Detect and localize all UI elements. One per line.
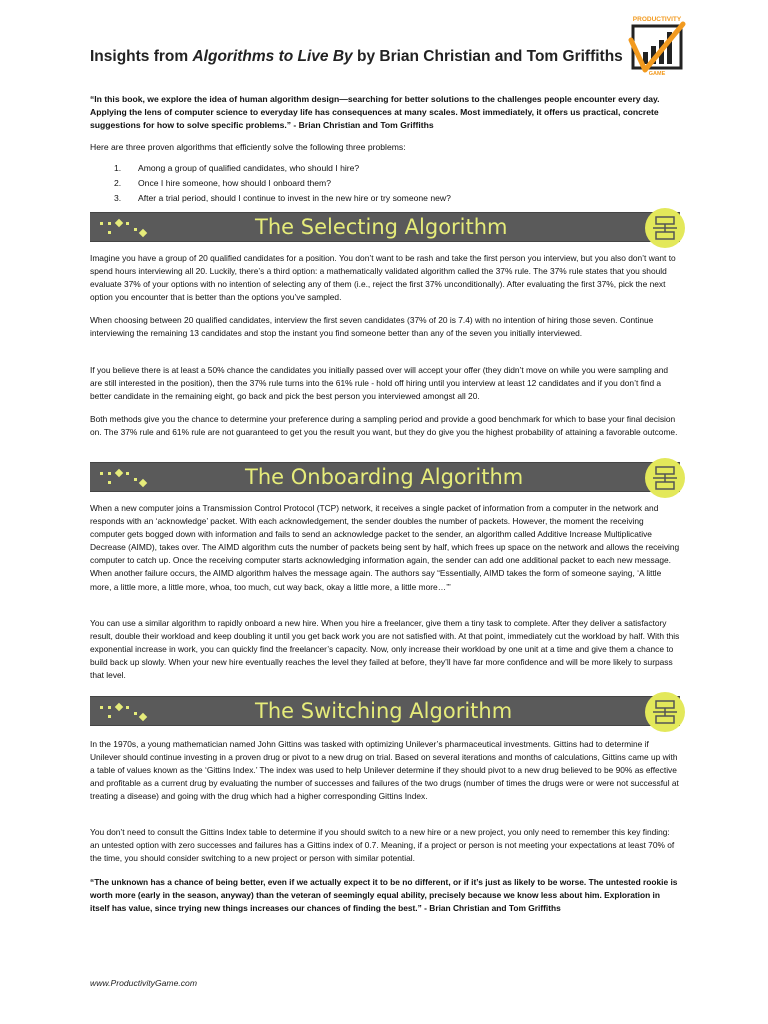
decorative-dots-icon (96, 702, 156, 722)
selecting-paragraph-3: If you believe there is at least a 50% chance the candidates you initially passed over will accept your offer (they didn’t move on while you were sampling and are still interested in the position), then the 37% rule turns into the 61% rule - hold off hiring until you interview at least 12 candidates and if you don’t find a better candidate in the remaining eight, go back and pick the best person you interviewed amongst all 20. (90, 365, 669, 402)
problem-list (114, 162, 451, 207)
svg-text:GAME: GAME (648, 71, 666, 76)
section-title: The Switching Algorithm (255, 699, 513, 723)
book-title: Algorithms to Live By (192, 48, 353, 65)
intro-lead: Here are three proven algorithms that efficiently solve the following three problems: (90, 142, 406, 152)
intro-quote: “In this book, we explore the idea of human algorithm design—searching for better solutions to the challenges people encounter every day. Applying the lens of computer science to everyday life has consequences at many scales. Most immediately, it offers us practical, concrete suggestions for how to solve specific problems.” - Brian Christian and Tom Griffiths (90, 94, 660, 130)
decorative-dots-icon (96, 218, 156, 238)
footer-url: www.ProductivityGame.com (90, 978, 197, 988)
switching-paragraph-1: In the 1970s, a young mathematician named John Gittins was tasked with optimizing Unilever’s pharmaceutical investments. Gittins had to determine if Unilever should continue investing in a proven drug or pivot to a new drug on trial. Based on several iterations and months of calculations, Gittins came up with a table of values known as the ‘Gittins Index.’ The index was used to help Unilever determine if they should pivot to a new drug believed to be 90% as effective and profitable as a current drug by evaluating the number of successes and failures of the two drugs (number of times the drugs were or were not successful at treating a disease) and going with the drug which had a higher corresponding Gittins Index. (90, 739, 679, 802)
selecting-paragraph-1: Imagine you have a group of 20 qualified candidates for a position. You don’t want to be rash and take the first person you interview, but you also don’t want to spend hours interviewing all 20. Luckily, there’s a third option: a mathematically validated algorithm called the 37% rule. The 37% rule states that you should evaluate 37% of your options with no intention of selecting any of them (i.e., reject the first 37% unconditionally). After evaluating the first 37%, pick the next option you encounter that is better than the options you’ve sampled. (90, 253, 676, 303)
section-banner-switching (90, 696, 680, 726)
selecting-paragraph-4: Both methods give you the chance to determine your preference during a sampling period and provide a good benchmark for which to base your final decision on. The 37% rule and 61% rule are not guaranteed to get you the result you want, but they do give you the highest probability of attaining a favorable outcome. (90, 414, 678, 438)
page-title: Insights from Algorithms to Live By by Brian Christian and Tom Griffiths (90, 48, 623, 65)
section-badge-icon (644, 457, 686, 499)
onboarding-paragraph-2: You can use a similar algorithm to rapidly onboard a new hire. When you hire a freelancer, give them a tiny task to complete. After they deliver a satisfactory result, double their workload and keep doubling it until you get back work you are not satisfied with. At that point, immediately cut the workload by half. With this exponential increase in work, you can quickly find the freelancer’s capacity. Now, only increase their workload by one unit at a time and give them a chance to build back up slowly. When your new hire eventually reaches the level they failed at before, they’ll have far more confidence and will be more likely to surpass that level. (90, 618, 680, 681)
selecting-paragraph-2: When choosing between 20 qualified candidates, interview the first seven candidates (37% of 20 is 7.4) with no intention of hiring those seven. Continue interviewing the remaining 13 candidates and stop the instant you find someone better than any of the seven you initially interviewed. (90, 315, 654, 339)
section-badge-icon (644, 207, 686, 249)
list-item: 3. After a trial period, should I continue to invest in the new hire or try someone new? (114, 193, 451, 203)
decorative-dots-icon (96, 468, 156, 488)
list-item: 1. Among a group of qualified candidates, who should I hire? (114, 163, 360, 173)
productivity-game-logo (627, 14, 687, 76)
svg-text:PRODUCTIVITY: PRODUCTIVITY (632, 16, 682, 23)
onboarding-paragraph-1: When a new computer joins a Transmission Control Protocol (TCP) network, it receives a single packet of information from a computer in the network and responds with an ‘acknowledge’ packet. With each acknowledgement, the sender doubles the number of packets. However, the moment the receiving computer gets bogged down with information and fails to send an acknowledge packet to the sender, an algorithm called Additive Increase Multiplicative Decrease (AIMD), takes over. The AIMD algorithm cuts the number of packets being sent by half, which frees up space on the network and allows the receiving computer to catch up. Once the receiving computer starts acknowledging information again, the sender can add one additional packet to each new message. When another failure occurs, the AIMD algorithm halves the message again. The authors say “Essentially, AIMD takes the form of someone saying, ‘A little more, a little more, a little more, whoa, too much, cut way back, okay a little more, a little more…’” (90, 503, 680, 592)
section-banner-selecting (90, 212, 680, 242)
section-title: The Selecting Algorithm (255, 215, 508, 239)
switching-paragraph-2: You don’t need to consult the Gittins Index table to determine if you should switch to a new hire or a new project, you only need to remember this key finding: an untested option with zero successes and failures has a Gittins index of 0.7. Meaning, if a project or person is not meeting your expectations at least 70% of the time, you should consider switching to a new project or person with similar potential. (90, 827, 675, 864)
section-badge-icon (644, 691, 686, 733)
section-banner-onboarding (90, 462, 680, 492)
list-item: 2. Once I hire someone, how should I onboard them? (114, 178, 331, 188)
switching-closing-quote: “The unknown has a chance of being better, even if we actually expect it to be no different, or if it’s just as likely to be worse. The untested rookie is worth more (early in the season, anyway) than the veteran of seemingly equal ability, precisely because we know less about him. Exploration in itself has value, since trying new things increases our chances of finding the best.” - Brian Christian and Tom Griffiths (90, 877, 678, 914)
section-title: The Onboarding Algorithm (245, 465, 524, 489)
